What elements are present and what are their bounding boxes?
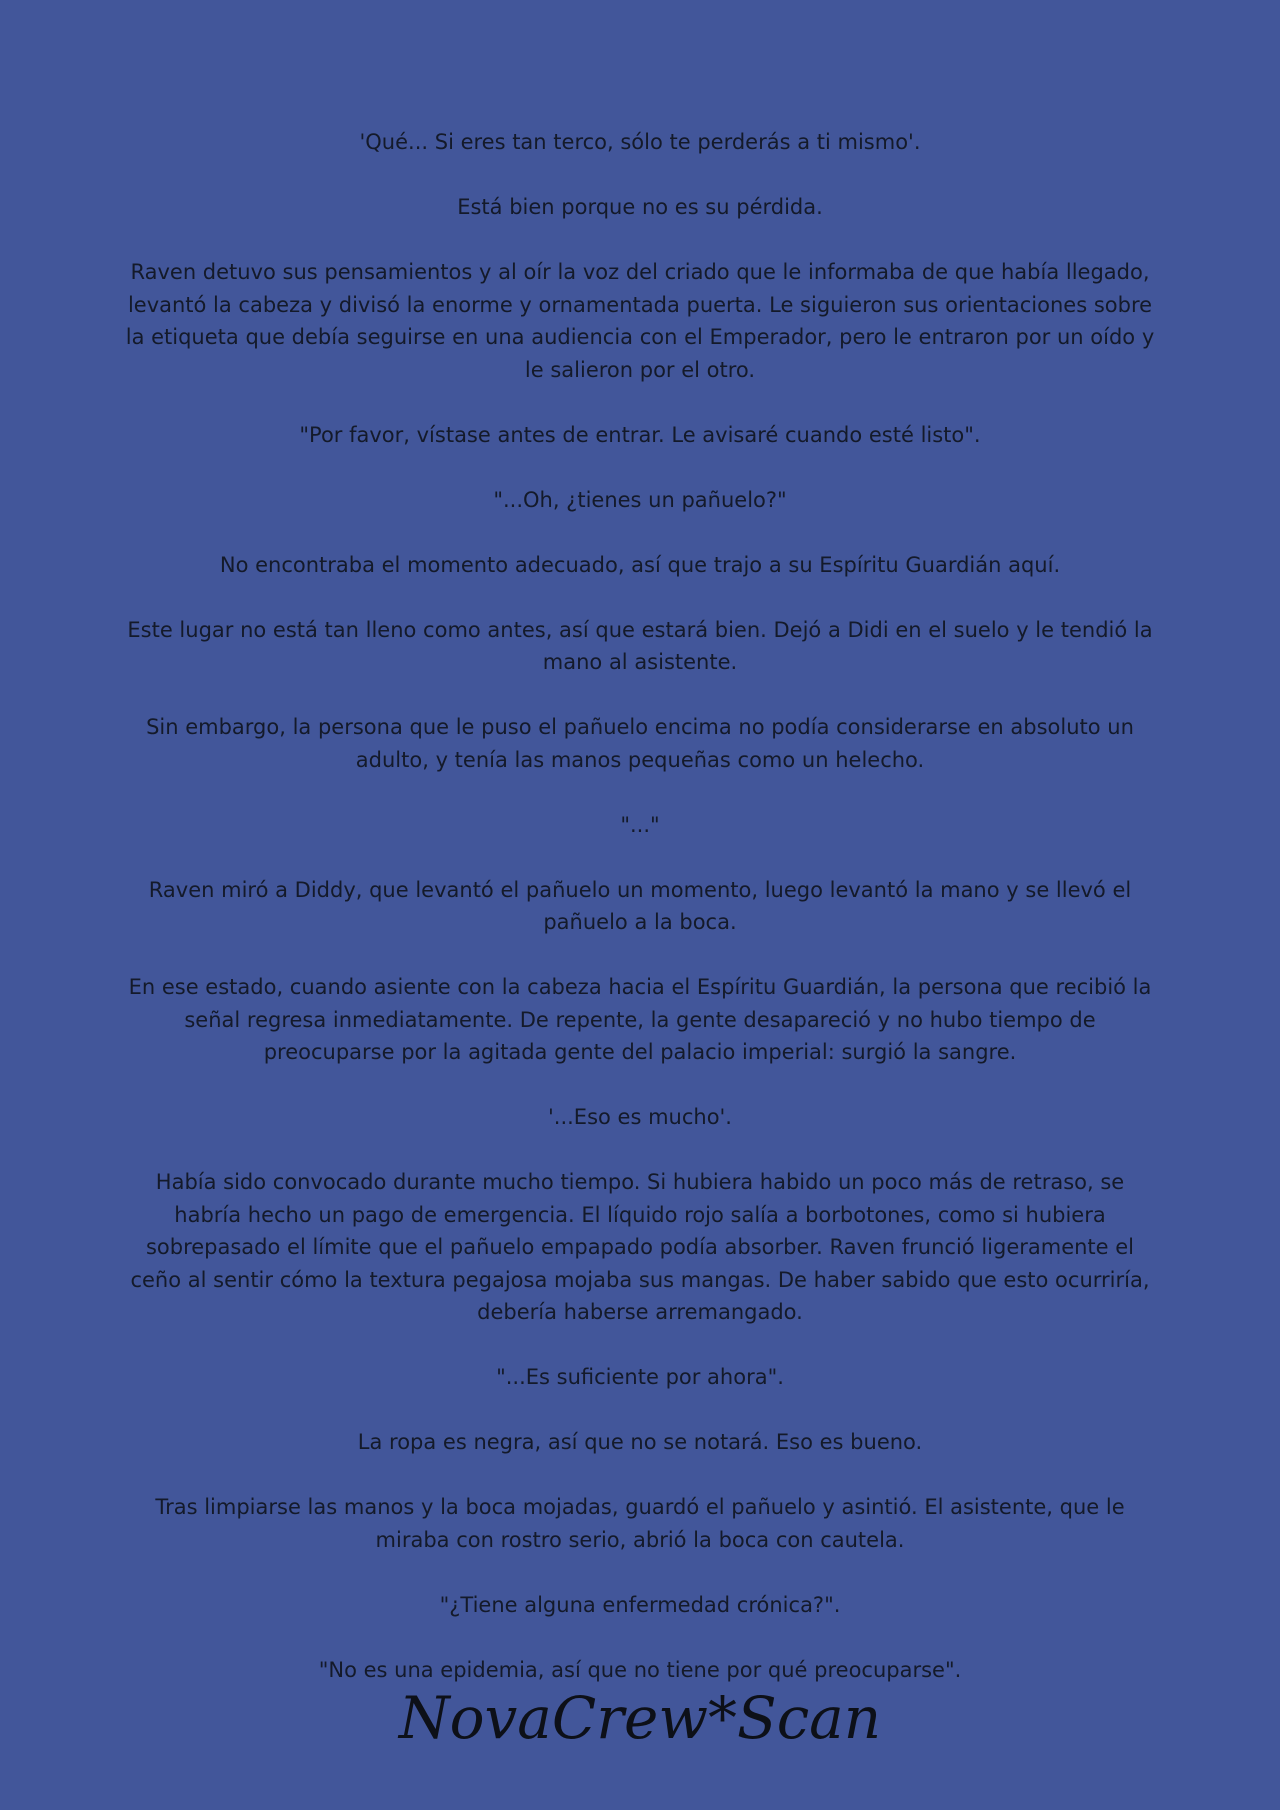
paragraph: "¿Tiene alguna enfermedad crónica?". [439, 1592, 841, 1617]
paragraph: No encontraba el momento adecuado, así que trajo a su Espíritu Guardián aquí. [219, 552, 1061, 577]
paragraph: En ese estado, cuando asiente con la cabeza hacia el Espíritu Guardián, la persona que recibió la señal regresa inmediatamente. De repente, la gente desapareció y no hubo tiempo de preocuparse por la agitada gente del palacio imperial: surgió la sangre. [128, 975, 1152, 1064]
paragraph: Había sido convocado durante mucho tiempo. Si hubiera habido un poco más de retraso, se habría hecho un pago de emergencia. El líquido rojo salía a borbotones, como si hubiera sobrepasado el límite que el pañuelo empapado podía absorber. Raven frunció ligeramente el ceño al sentir cómo la textura pegajosa mojaba sus mangas. De haber sabido que esto ocurriría, debería haberse arremangado. [130, 1170, 1150, 1324]
watermark-signature [0, 1676, 1280, 1766]
paragraph: "..." [620, 812, 660, 837]
paragraph: Tras limpiarse las manos y la boca mojadas, guardó el pañuelo y asintió. El asistente, que le miraba con rostro serio, abrió la boca con cautela. [155, 1495, 1125, 1552]
paragraph: 'Qué... Si eres tan terco, sólo te perderás a ti mismo'. [359, 130, 921, 154]
paragraph: "...Oh, ¿tienes un pañuelo?" [493, 487, 787, 512]
paragraph: Está bien porque no es su pérdida. [457, 195, 823, 219]
paragraph: Sin embargo, la persona que le puso el pañuelo encima no podía considerarse en absoluto un adulto, y tenía las manos pequeñas como un helecho. [146, 715, 1134, 772]
paragraph: La ropa es negra, así que no se notará. Eso es bueno. [357, 1430, 923, 1454]
paragraph: Raven miró a Diddy, que levantó el pañuelo un momento, luego levantó la mano y se llevó el pañuelo a la boca. [148, 877, 1132, 934]
paragraph: Raven detuvo sus pensamientos y al oír la voz del criado que le informaba de que había llegado, levantó la cabeza y divisó la enorme y ornamentada puerta. Le siguieron sus orientaciones sobre la etiqueta que debía seguirse en una audiencia con el Emperador, pero le entraron por un oído y le salieron por el otro. [125, 260, 1155, 382]
paragraph: Este lugar no está tan lleno como antes, así que estará bien. Dejó a Didi en el suelo y le tendió la mano al asistente. [127, 617, 1153, 674]
paragraph: "Por favor, vístase antes de entrar. Le avisaré cuando esté listo". [299, 422, 981, 447]
paragraph: "...Es suficiente por ahora". [496, 1365, 784, 1389]
story-text [120, 126, 1160, 1686]
watermark-text: NovaCrew*Scan [398, 1684, 882, 1752]
paragraph: '...Eso es mucho'. [548, 1105, 732, 1129]
watermark-svg [380, 1676, 900, 1766]
paragraph: "No es una epidemia, así que no tiene por qué preocuparse". [318, 1657, 962, 1682]
